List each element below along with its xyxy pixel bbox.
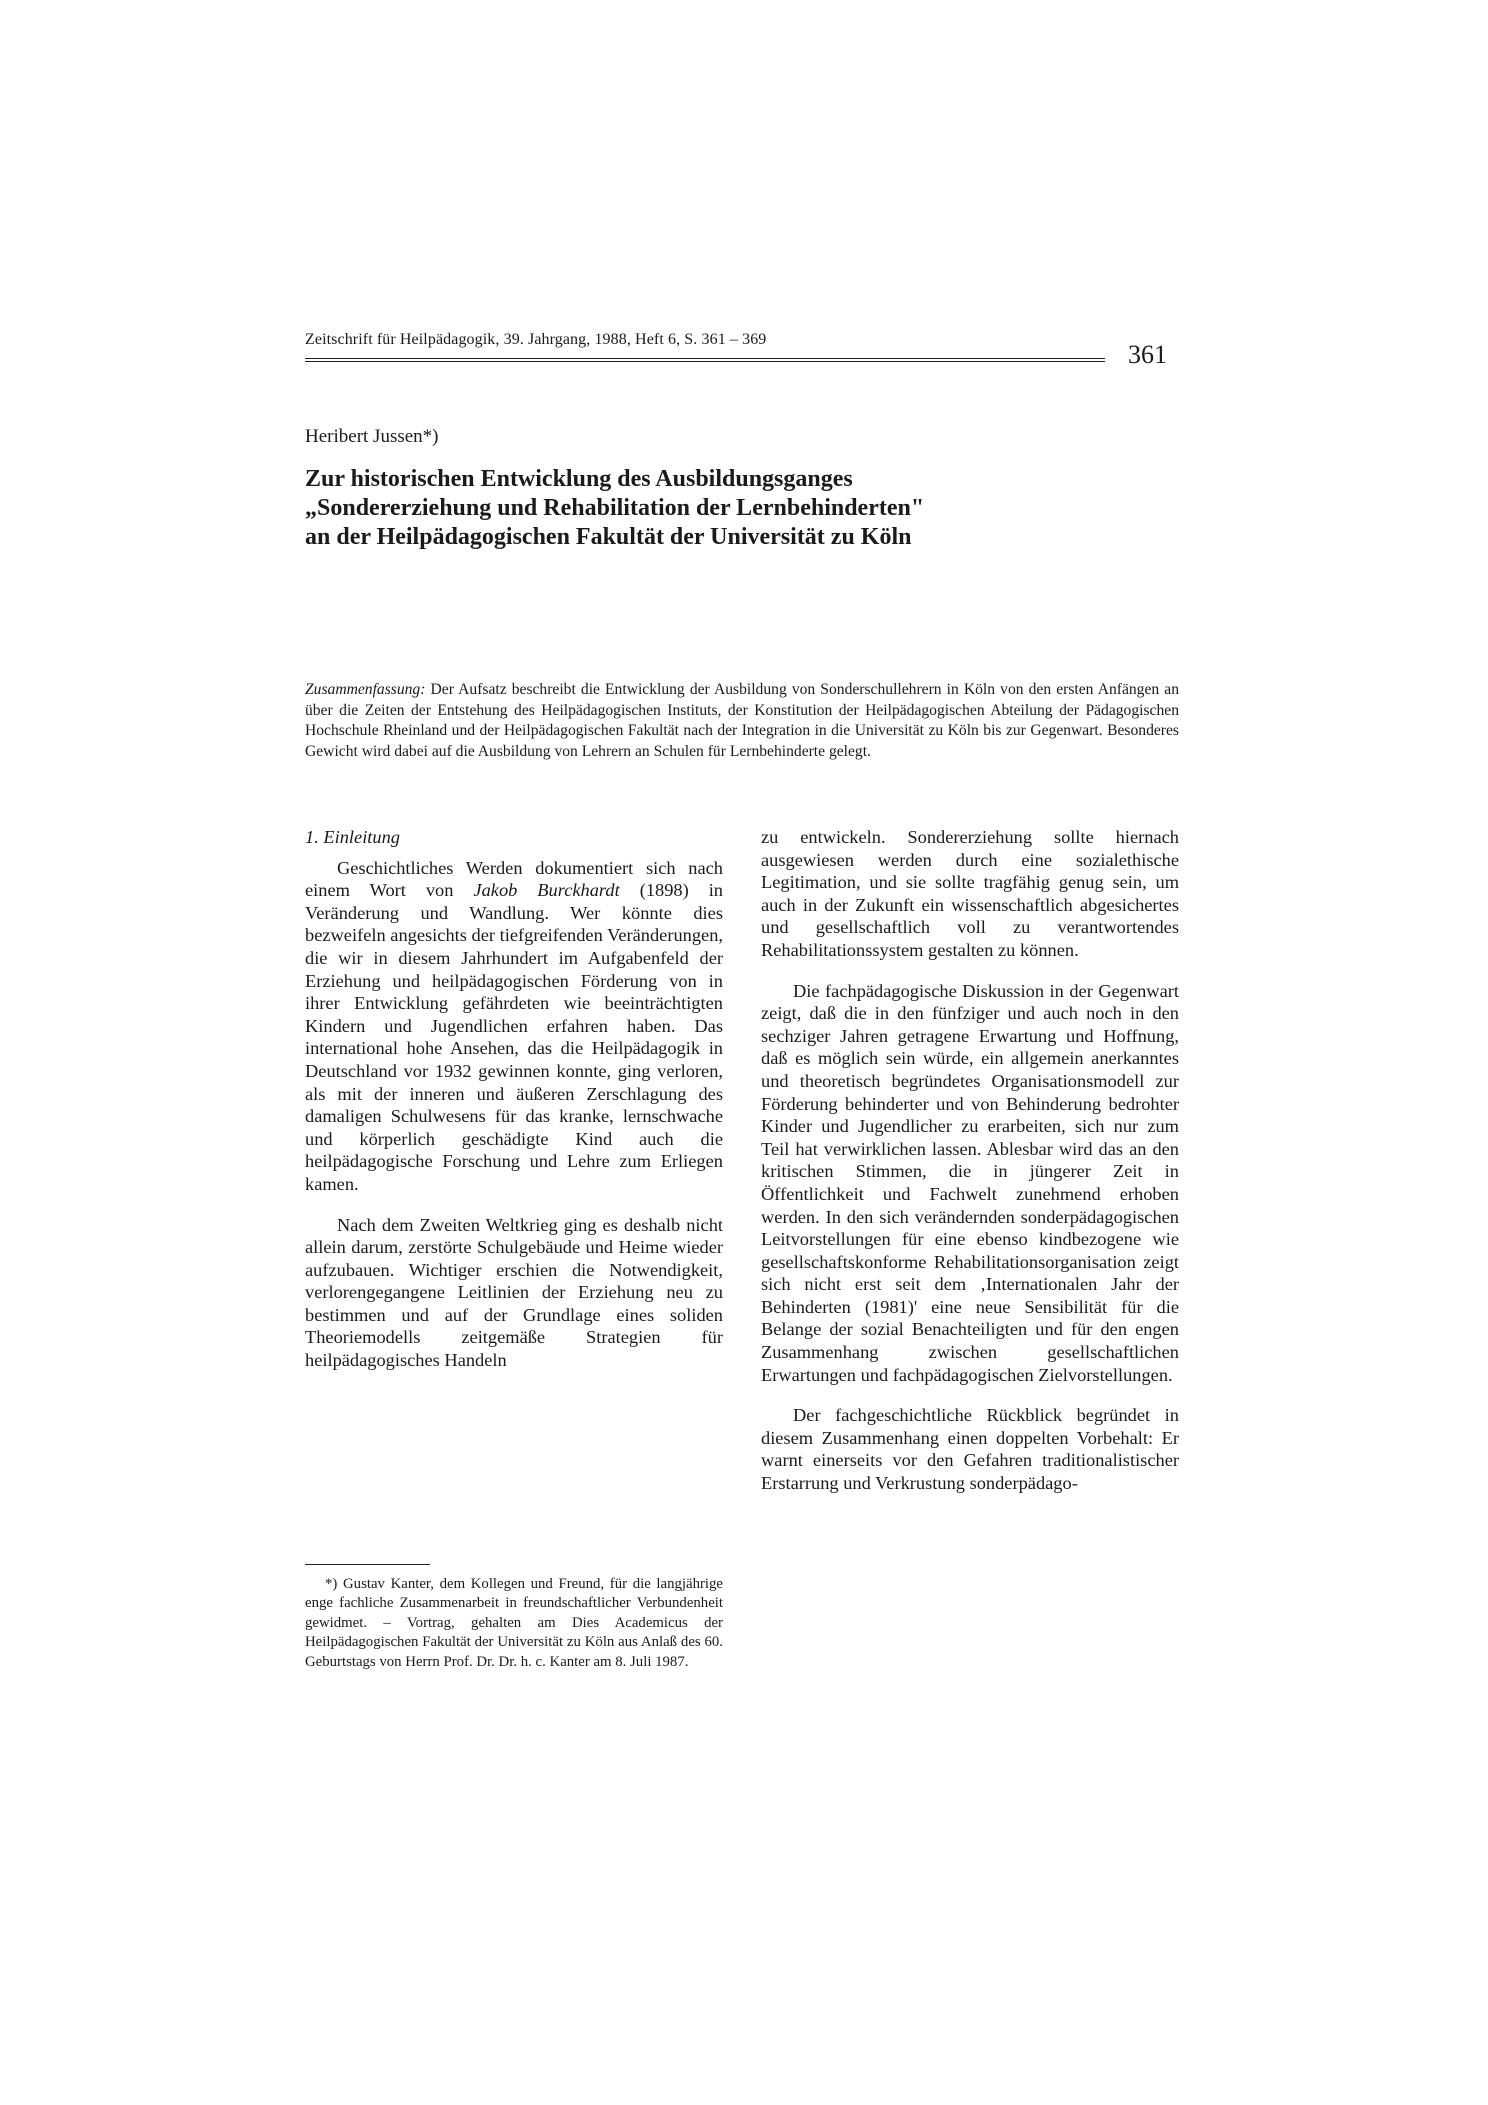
footnote [305,1575,723,1672]
page-number: 361 [1128,340,1167,369]
paragraph-text: (1898) in Veränderung und Wandlung. Wer könnte dies bezweifeln angesichts der tiefgreifenden Veränderungen, die wir in diesem Jahrhundert im Aufgabenfeld der Erziehung und heilpädagogischen Förderung von in ihrer Entwicklung gefährdeten wie beeinträchtigten Kindern und Jugendlichen erfahren haben. Das international hohe Ansehen, das die Heilpädagogik in Deutschland vor 1932 gewinnen konnte, ging verloren, als mit der inneren und äußeren Zerschlagung des damaligen Schulwesens für das kranke, lernschwache und körperlich geschädigte Kind auch die heilpädagogische Forschung und Lehre zum Erliegen kamen. [305,880,723,1194]
section-heading: 1. Einleitung [305,827,401,847]
cited-author: Jakob Burckhardt [473,880,620,901]
journal-header: Zeitschrift für Heilpädagogik, 39. Jahrgang, 1988, Heft 6, S. 361 – 369 [305,331,767,348]
abstract [305,680,1179,762]
footnote-text: Gustav Kanter, dem Kollegen und Freund, für die langjährige enge fachliche Zusammenarbeit in freundschaftlicher Verbundenheit gewidmet. – Vortrag, gehalten am Dies Academicus der Heilpädagogischen Fakultät der Universität zu Köln aus Anlaß des 60. Geburtstags von Herrn Prof. Dr. Dr. h. c. Kanter am 8. Juli 1987. [305,1576,723,1670]
footnote-rule [305,1564,430,1565]
paragraph-text: Geschichtliches Werden dokumentiert sich nach einem Wort von [305,857,723,901]
paragraph [305,857,723,1196]
paragraph: Die fachpädagogische Diskussion in der Gegenwart zeigt, daß die in den fünfziger und auch noch in den sechziger Jahren getragene Erwartung und Hoffnung, daß es möglich sein würde, ein allgemein anerkanntes und theoretisch begründetes Organisationsmodell zur Förderung behinderter und von Behinderung bedrohter Kinder und Jugendlicher zu erarbeiten, sich nur zum Teil hat verwirklichen lassen. Ablesbar wird das an den kritischen Stimmen, die in jüngerer Zeit in Öffentlichkeit und Fachwelt zunehmend erhoben werden. In den sich verändernden sonderpädagogischen Leitvorstellungen für eine ebenso kindbezogene wie gesellschaftskonforme Rehabilitationsorganisation zeigt sich nicht erst seit dem ‚Internationalen Jahr der Behinderten (1981)' eine neue Sensibilität für die Belange der sozial Benachteiligten und für den engen Zusammenhang zwischen gesellschaftlichen Erwartungen und fachpädagogischen Zielvorstellungen. [761,980,1179,1385]
right-column [761,826,1179,1513]
article-title [305,465,1105,552]
footnote-marker: *) [325,1576,338,1592]
abstract-label: Zusammenfassung: [305,681,426,698]
author-name: Heribert Jussen*) [305,426,439,447]
paragraph: Der fachgeschichtliche Rückblick begründet in diesem Zusammenhang einen doppelten Vorbehalt: Er warnt einerseits vor den Gefahren traditionalistischer Erstarrung und Verkrustung sonderpädago- [761,1405,1179,1494]
paragraph: Nach dem Zweiten Weltkrieg ging es deshalb nicht allein darum, zerstörte Schulgebäude und Heime wieder aufzubauen. Wichtiger erschien die Notwendigkeit, verlorengegangene Leitlinien der Erziehung neu zu bestimmen und auf der Grundlage eines soliden Theoriemodells zeitgemäße Strategien für heilpädagogisches Handeln [305,1214,723,1371]
title-line-1: Zur historischen Entwicklung des Ausbildungsganges [305,466,853,492]
title-line-3: an der Heilpädagogischen Fakultät der Universität zu Köln [305,524,912,550]
left-column [305,826,723,1390]
header-rule [305,358,1105,362]
abstract-text: Der Aufsatz beschreibt die Entwicklung der Ausbildung von Sonderschullehrern in Köln von den ersten Anfängen an über die Zeiten der Entstehung des Heilpädagogischen Instituts, der Konstitution der Heilpädagogischen Abteilung der Pädagogischen Hochschule Rheinland und der Heilpädagogischen Fakultät nach der Integration in die Universität zu Köln bis zur Gegenwart. Besonderes Gewicht wird dabei auf die Ausbildung von Lehrern an Schulen für Lernbehinderte gelegt. [305,681,1179,760]
paragraph: zu entwickeln. Sondererziehung sollte hiernach ausgewiesen werden durch eine sozialethische Legitimation, und sie sollte tragfähig genug sein, um auch in der Zukunft ein wissenschaftlich abgesichertes und gesellschaftlich voll zu verantwortendes Rehabilitationssystem gestalten zu können. [761,827,1179,960]
title-line-2: „Sondererziehung und Rehabilitation der Lernbehinderten" [305,495,925,521]
